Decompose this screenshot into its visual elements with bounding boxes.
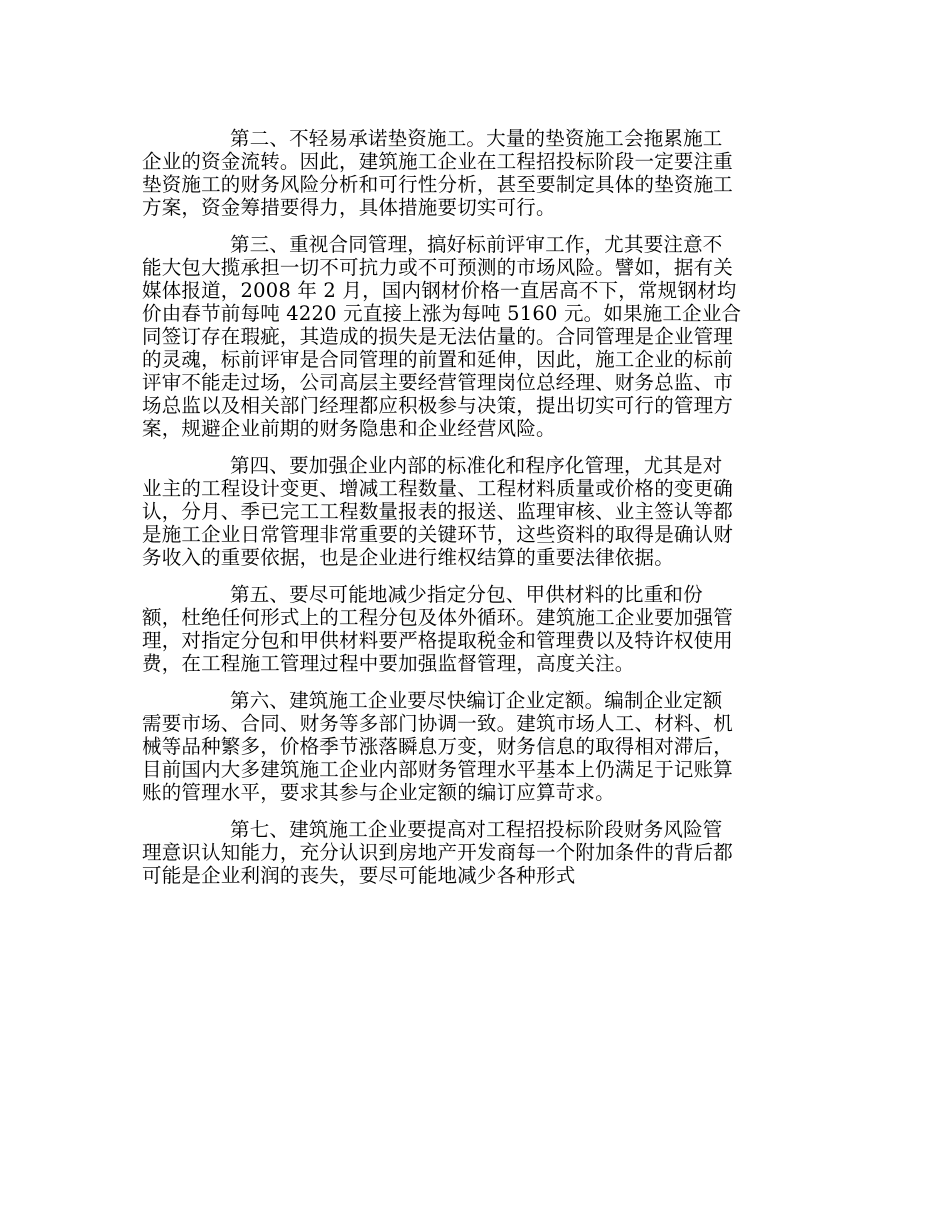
- paragraph-point-six: 第六、建筑施工企业要尽快编订企业定额。编制企业定额需要市场、合同、财务等多部门协调一致。建筑市场人工、材料、机械等品种繁多，价格季节涨落瞬息万变，财务信息的取得相对滞后，目前国内大多建筑施工企业内部财务管理水平基本上仍满足于记账算账的管理水平，要求其参与企业定额的编订应算苛求。: [142, 689, 734, 804]
- paragraph-point-five: 第五、要尽可能地减少指定分包、甲供材料的比重和份额，杜绝任何形式上的工程分包及体外循环。建筑施工企业要加强管理，对指定分包和甲供材料要严格提取税金和管理费以及特许权使用费，在工程施工管理过程中要加强监督管理，高度关注。: [142, 583, 734, 675]
- paragraph-point-three: 第三、重视合同管理，搞好标前评审工作，尤其要注意不能大包大揽承担一切不可抗力或不可预测的市场风险。譬如，据有关媒体报道，2008 年 2 月，国内钢材价格一直居高不下，常规钢材均价由春节前每吨 4220 元直接上涨为每吨 5160 元。如果施工企业合同签订存在瑕疵，其造成的损失是无法估量的。合同管理是企业管理的灵魂，标前评审是合同管理的前置和延伸，因此，施工企业的标前评审不能走过场，公司高层主要经营管理岗位总经理、财务总监、市场总监以及相关部门经理都应积极参与决策，提出切实可行的管理方案，规避企业前期的财务隐患和企业经营风险。: [142, 233, 742, 440]
- document-body: [142, 127, 742, 901]
- paragraph-point-two: 第二、不轻易承诺垫资施工。大量的垫资施工会拖累施工企业的资金流转。因此，建筑施工企业在工程招投标阶段一定要注重垫资施工的财务风险分析和可行性分析，甚至要制定具体的垫资施工方案，资金筹措要得力，具体措施要切实可行。: [142, 127, 734, 219]
- paragraph-point-four: 第四、要加强企业内部的标准化和程序化管理，尤其是对业主的工程设计变更、增减工程数量、工程材料质量或价格的变更确认，分月、季已完工工程数量报表的报送、监理审核、业主签认等都是施工企业日常管理非常重要的关键环节，这些资料的取得是确认财务收入的重要依据，也是企业进行维权结算的重要法律依据。: [142, 454, 734, 569]
- paragraph-point-seven: 第七、建筑施工企业要提高对工程招投标阶段财务风险管理意识认知能力，充分认识到房地产开发商每一个附加条件的背后都可能是企业利润的丧失，要尽可能地减少各种形式: [142, 818, 734, 887]
